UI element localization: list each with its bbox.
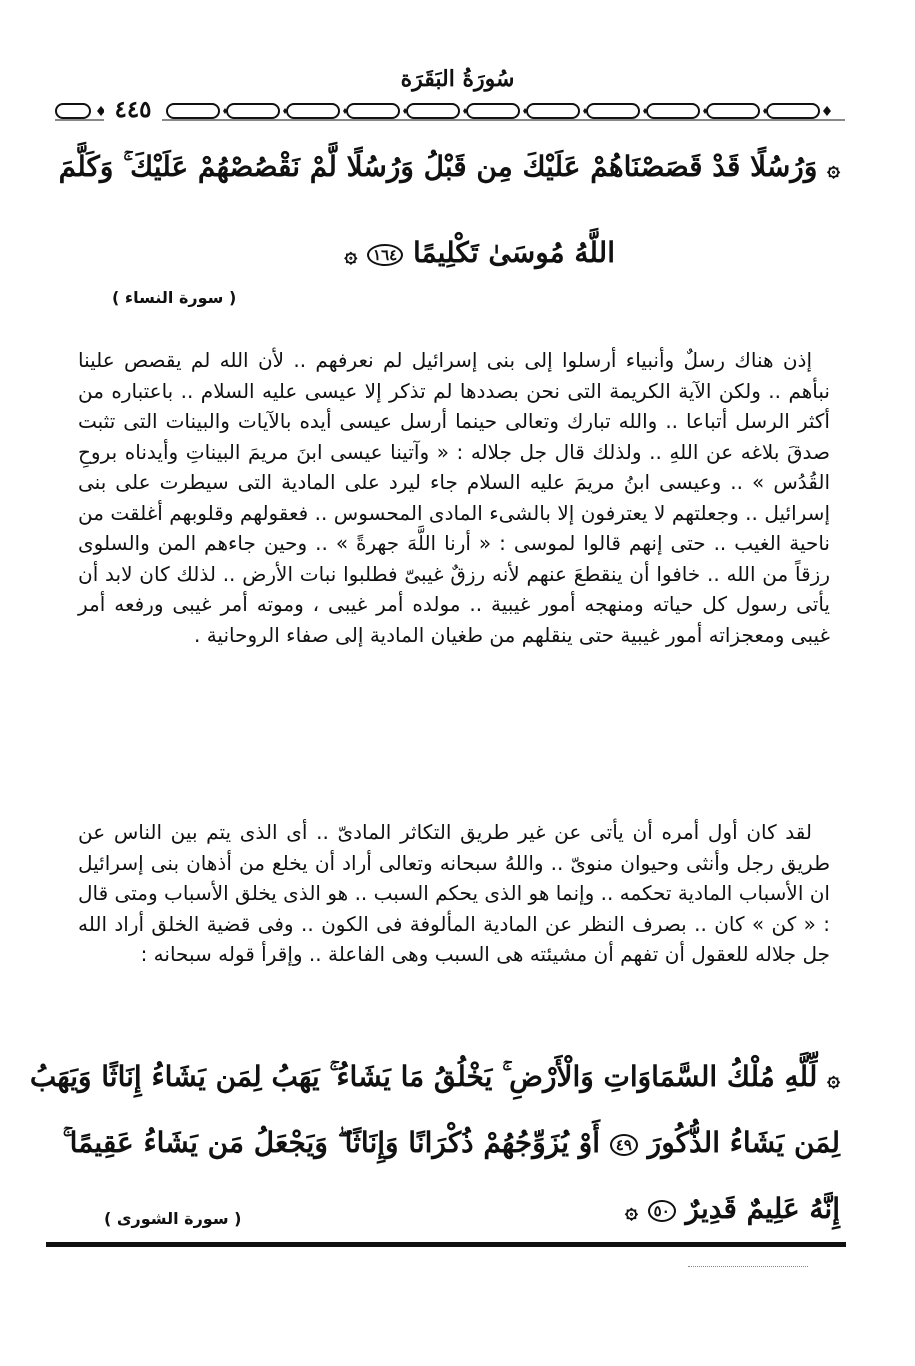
verse-text: لِّلَّهِ مُلْكُ السَّمَاوَاتِ وَالْأَرْضِ ۚ يَخْلُقُ مَا يَشَاءُ ۚ يَهَبُ لِمَن يَشَاءُ إِنَاثًا وَيَهَبُ	[29, 1060, 818, 1093]
header-ornament-band	[55, 100, 845, 122]
verse-2-line-2	[62, 1126, 840, 1160]
verse-text: لِمَن يَشَاءُ الذُّكُورَ	[647, 1126, 840, 1159]
verse-1-line-2	[344, 236, 615, 269]
paragraph-text: لقد كان أول أمره أن يأتى عن غير طريق التكاثر المادىّ .. أى الذى يتم بين الناس عن طريق رجل وأنثى وحيوان منوىّ .. واللهُ سبحانه وتعالى أراد أن يخلع من أذهان بنى إسرائيل ان الأسباب المادية تحكمه .. وإنما هو الذى يحكم السبب .. هو الذى يخلق الأسباب ومتى قال : « كن » كان .. بصرف النظر عن المادية المألوفة فى الكون .. وفى قضية الخلق أراد الله جل جلاله للعقول أن تفهم أن مشيئته هى السبب وهى الفاعلة .. وإقرأ قوله سبحانه :	[78, 820, 830, 966]
verse-text: اللَّهُ مُوسَىٰ تَكْلِيمًا	[412, 236, 615, 269]
surah-reference: ( سورة الشورى )	[104, 1209, 242, 1228]
bottom-rule	[46, 1242, 846, 1247]
surah-reference: ( سورة النساء )	[112, 288, 237, 307]
ayah-number-badge: ٥٠	[648, 1200, 676, 1222]
verse-1-line-1	[58, 150, 840, 184]
verse-text: إِنَّهُ عَلِيمٌ قَدِيرٌ	[685, 1192, 840, 1225]
verse-text: وَرُسُلًا قَدْ قَصَصْنَاهُمْ عَلَيْكَ مِن قَبْلُ وَرُسُلًا لَّمْ نَقْصُصْهُمْ عَلَيْكَ ۚ وَكَلَّمَ	[58, 150, 818, 183]
scan-speck	[688, 1266, 808, 1269]
paragraph-text: إذن هناك رسلٌ وأنبياء أرسلوا إلى بنى إسرائيل لم نعرفهم .. لأن الله لم يقصص علينا نبأهم .. ولكن الآية الكريمة التى نحن بصددها لم تذكر إلا عيسى عليه السلام .. باعتباره من أكثر الرسل أتباعا .. والله تبارك وتعالى حينما أرسل عيسى أيده بالآيات والبينات التى تثبت صدقَ بلاغه عن اللهِ .. ولذلك قال جل جلاله : « وآتينا عيسى ابنَ مريمَ البيناتِ وأيدناه بروحِ القُدُس » .. وعيسى ابنُ مريمَ عليه السلام جاء ليرد على المادية التى سيطرت على بنى إسرائيل .. وجعلتهم لا يعترفون إلا بالشىء المادى المحسوس .. فعقولهم وقلوبهم أغلقت من ناحية الغيب .. حتى إنهم قالوا لموسى : « أرنا اللَّهَ جهرةً » .. وحين جاءهم المن والسلوى رزقاً من الله .. خافوا أن ينقطعَ عنهم لأنه رزقٌ غيبىّ فطلبوا نبات الأرض .. لذلك كان لابد أن يأتى رسول كل حياته ومنهجه أمور غيبية .. مولده أمر غيبى ، وموته أمر غيبى ورفعه أمر غيبى ومعجزاته أمور غيبية حتى ينقلهم من طغيان المادية إلى صفاء الروحانية .	[78, 348, 830, 647]
page-number: ٤٤٥	[104, 97, 162, 123]
verse-open-ornament: ۞	[827, 1066, 840, 1092]
commentary-paragraph-1	[78, 345, 830, 650]
commentary-paragraph-2	[78, 817, 830, 970]
verse-close-ornament: ۞	[625, 1198, 638, 1224]
verse-open-ornament: ۞	[827, 156, 840, 182]
surah-title: سُورَةُ البَقَرَة	[400, 66, 515, 92]
verse-2-line-3	[625, 1192, 840, 1225]
verse-text: أَوْ يُزَوِّجُهُمْ ذُكْرَانًا وَإِنَاثًا ۖ وَيَجْعَلُ مَن يَشَاءُ عَقِيمًا ۚ	[62, 1126, 601, 1159]
ayah-number-badge: ٤٩	[610, 1134, 638, 1156]
ayah-number-badge: ١٦٤	[367, 244, 403, 266]
verse-2-line-1	[29, 1060, 840, 1094]
verse-close-ornament: ۞	[344, 242, 358, 268]
